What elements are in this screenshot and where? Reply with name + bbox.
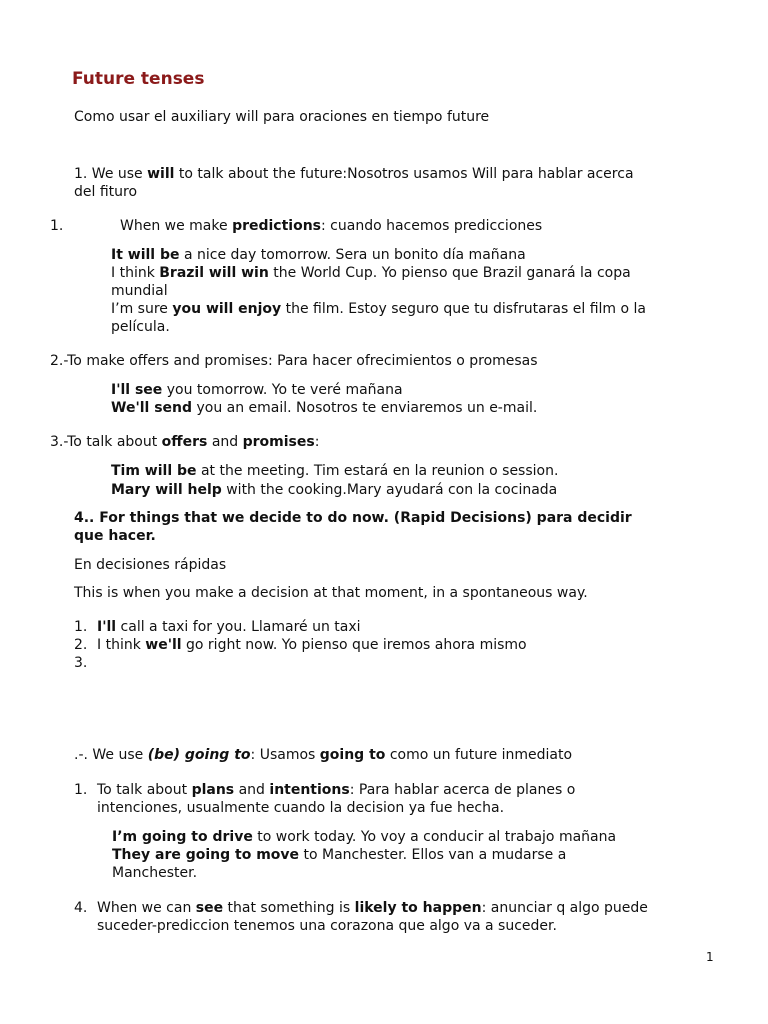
section4-heading-line2: que hacer.	[74, 528, 156, 544]
example-line: We'll send you an email. Nosotros te enviaremos un e-mail.	[111, 400, 538, 416]
example-line: They are going to move to Manchester. Ellos van a mudarse a	[112, 847, 567, 863]
page-title: Future tenses	[72, 69, 205, 89]
example-line: It will be a nice day tomorrow. Sera un bonito día mañana	[111, 247, 526, 263]
section4-description: This is when you make a decision at that moment, in a spontaneous way.	[74, 585, 588, 601]
example-line: Tim will be at the meeting. Tim estará en la reunion o session.	[111, 463, 559, 479]
list-item-number: 4.	[74, 900, 88, 916]
example-line-continued: película.	[111, 319, 170, 335]
example-line-continued: Manchester.	[112, 865, 198, 881]
section1-lead: 1. We use will to talk about the future:Nosotros usamos Will para hablar acerca	[74, 166, 634, 182]
list-item: When we can see that something is likely to happen: anunciar q algo puede	[97, 900, 648, 916]
section3-heading: 3.-To talk about offers and promises:	[50, 434, 320, 450]
list-item-number: 1.	[74, 782, 88, 798]
section2-heading: 2.-To make offers and promises: Para hacer ofrecimientos o promesas	[50, 353, 538, 369]
example-line-continued: mundial	[111, 283, 168, 299]
list-item-number: 1.	[74, 619, 88, 635]
section5-heading: .-. We use (be) going to: Usamos going to como un future inmediato	[74, 747, 573, 763]
section1-lead-line2: del fituro	[74, 184, 138, 200]
list-item-continued: intenciones, usualmente cuando la decision ya fue hecha.	[97, 800, 505, 816]
section1-item: When we make predictions: cuando hacemos predicciones	[120, 218, 543, 234]
example-line: I'll see you tomorrow. Yo te veré mañana	[111, 382, 403, 398]
subtitle: Como usar el auxiliary will para oraciones en tiempo future	[74, 109, 490, 125]
list-item: To talk about plans and intentions: Para hablar acerca de planes o	[97, 782, 576, 798]
section4-sub: En decisiones rápidas	[74, 557, 227, 573]
list-item: I'll call a taxi for you. Llamaré un taxi	[97, 619, 361, 635]
list-item-continued: suceder-prediccion tenemos una corazona que algo va a suceder.	[97, 918, 557, 934]
list-item: I think we'll go right now. Yo pienso que iremos ahora mismo	[97, 637, 527, 653]
section1-item-number: 1.	[50, 218, 64, 234]
example-line: I’m going to drive to work today. Yo voy a conducir al trabajo mañana	[112, 829, 617, 845]
list-item-number: 3.	[74, 655, 88, 671]
example-line: Mary will help with the cooking.Mary ayudará con la cocinada	[111, 482, 558, 498]
example-line: I’m sure you will enjoy the film. Estoy seguro que tu disfrutaras el film o la	[111, 301, 646, 317]
list-item-number: 2.	[74, 637, 88, 653]
example-line: I think Brazil will win the World Cup. Yo pienso que Brazil ganará la copa	[111, 265, 631, 281]
page-number: 1	[706, 950, 714, 964]
section4-heading: 4.. For things that we decide to do now. (Rapid Decisions) para decidir	[74, 510, 632, 526]
